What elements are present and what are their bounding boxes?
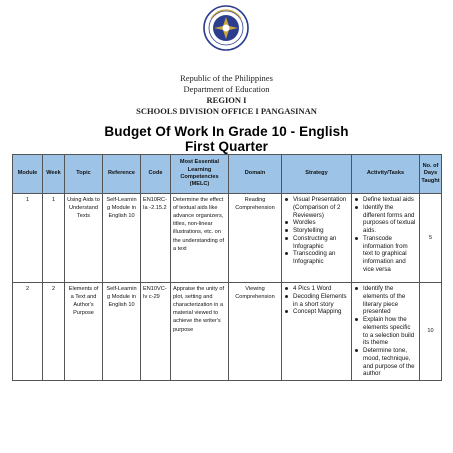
cell-domain: Reading Comprehension [229, 194, 282, 283]
header-republic: Republic of the Philippines [180, 73, 273, 83]
cell-strategy [282, 283, 352, 381]
header-division: SCHOOLS DIVISION OFFICE I PANGASINAN [136, 106, 317, 116]
header-week: Week [43, 155, 65, 194]
list-item: Concept Mapping [291, 308, 349, 316]
cell-activity [352, 283, 420, 381]
cell-week: 1 [43, 194, 65, 283]
table-row [13, 283, 442, 381]
activity-list [354, 196, 417, 274]
header-code: Code [141, 155, 171, 194]
list-item: Constructing an Infographic [291, 235, 349, 251]
list-item: Transcode information from text to graphical information and vice versa [361, 235, 417, 274]
list-item: Determine tone, mood, technique, and purpose of the author [361, 347, 417, 378]
cell-module: 2 [13, 283, 43, 381]
cell-module: 1 [13, 194, 43, 283]
list-item: Visual Presentation (Comparison of 2 Reviewers) [291, 196, 349, 219]
header-department: Department of Education [183, 84, 270, 94]
cell-competency: Determine the effect of textual aids like advance organizers, titles, non-linear illustrations, etc. on the understanding of a text [171, 194, 229, 283]
table-row [13, 194, 442, 283]
header-days: No. of Days Taught [420, 155, 442, 194]
list-item: Wordles [291, 219, 349, 227]
header-module: Module [13, 155, 43, 194]
cell-reference: Self-Learnin g Module in English 10 [103, 194, 141, 283]
deped-seal-icon [203, 5, 249, 51]
list-item: Define textual aids [361, 196, 417, 204]
header-topic: Topic [65, 155, 103, 194]
document-subtitle: First Quarter [184, 139, 269, 154]
cell-days: 5 [420, 194, 442, 283]
list-item: 4 Pics 1 Word [291, 285, 349, 293]
cell-reference: Self-Learnin g Module in English 10 [103, 283, 141, 381]
cell-activity [352, 194, 420, 283]
budget-of-work-table [12, 154, 442, 381]
strategy-list [284, 196, 349, 266]
cell-topic: Using Aids to Understand Texts [65, 194, 103, 283]
activity-list [354, 285, 417, 378]
list-item: Identify the different forms and purposes of textual aids. [363, 203, 416, 234]
list-item: Storytelling [291, 227, 349, 235]
cell-days: 10 [420, 283, 442, 381]
header-region: REGION I [206, 95, 247, 105]
list-item: Identify the elements of the literary piece presented [361, 285, 417, 316]
header-activity: Activity/Tasks [352, 155, 420, 194]
header-domain: Domain [229, 155, 282, 194]
cell-code: EN10RC-Ia -2.15.2 [141, 194, 171, 283]
header-competency: Most Essential Learning Competencies (MELC) [171, 155, 229, 194]
header-strategy: Strategy [282, 155, 352, 194]
cell-week: 2 [43, 283, 65, 381]
cell-competency: Appraise the unity of plot, setting and characterization in a material viewed to achieve the writer's purpose [171, 283, 229, 381]
cell-code: EN10VC-Iv c-29 [141, 283, 171, 381]
list-item: Explain how the elements specific to a selection build its theme [361, 316, 417, 347]
document-title: Budget Of Work In Grade 10 - English [104, 124, 349, 139]
list-item: Transcoding an Infographic [291, 250, 349, 266]
strategy-list [284, 285, 349, 316]
cell-strategy [282, 194, 352, 283]
list-item: Decoding Elements in a short story [291, 293, 349, 309]
cell-domain: Viewing Comprehension [229, 283, 282, 381]
header-reference: Reference [103, 155, 141, 194]
table-header-row [13, 155, 442, 194]
cell-topic: Elements of a Text and Author's Purpose [65, 283, 103, 381]
